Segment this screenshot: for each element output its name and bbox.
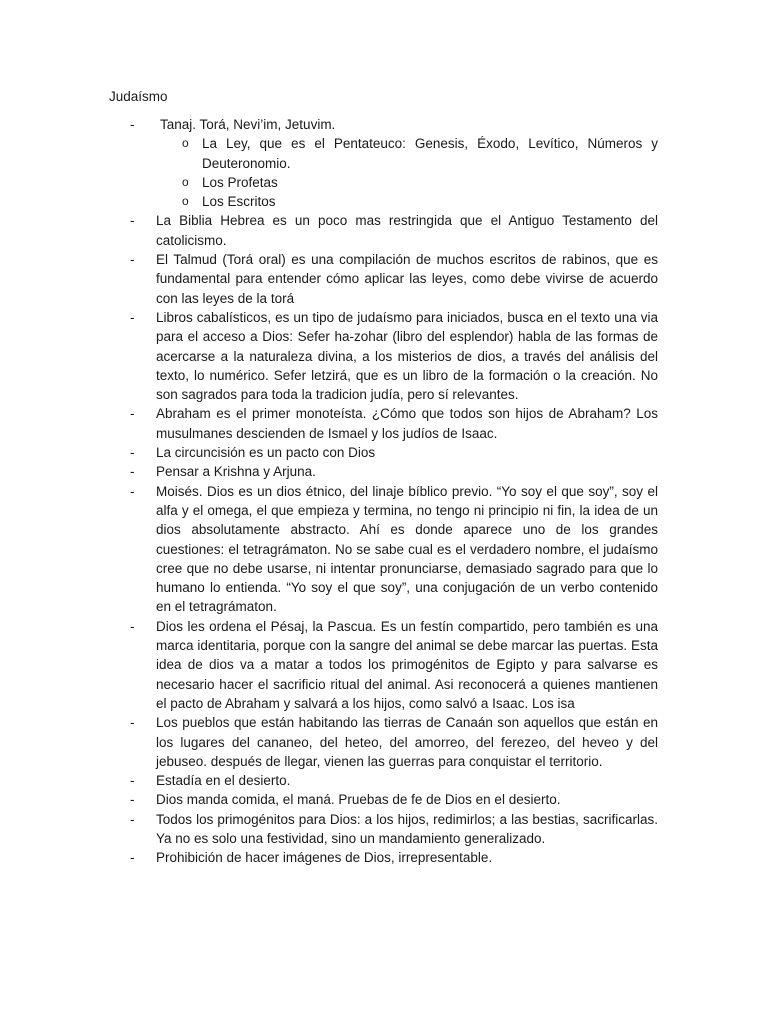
sublist-item-text: Los Escritos: [202, 194, 276, 210]
dash-marker: -: [130, 811, 135, 827]
list-item-text: Dios manda comida, el maná. Pruebas de fe de Dios en el desierto.: [156, 792, 561, 808]
sublist: [0, 134, 768, 211]
dash-marker: -: [130, 792, 135, 808]
dash-marker: -: [130, 445, 135, 461]
dash-marker: -: [130, 618, 135, 634]
dash-marker: -: [130, 850, 135, 866]
list-item-text: Abraham es el primer monoteísta. ¿Cómo que todos son hijos de Abraham? Los musulmanes descienden de Ismael y los judíos de Isaac.: [156, 406, 658, 441]
list-item: [0, 115, 768, 134]
dash-marker: -: [130, 483, 135, 499]
list-item-text: El Talmud (Torá oral) es una compilación de muchos escritos de rabinos, que es fundamental para entender cómo aplicar las leyes, como debe vivirse de acuerdo con las leyes de la torá: [156, 252, 658, 306]
dash-marker: -: [130, 213, 135, 229]
circle-bullet-marker: o: [182, 136, 189, 151]
dash-marker: -: [130, 773, 135, 789]
list-item: [0, 462, 768, 481]
list-item: [0, 848, 768, 867]
dash-marker: -: [130, 464, 135, 480]
outline-list: [0, 115, 768, 868]
list-item: [0, 617, 768, 713]
dash-marker: -: [130, 406, 135, 422]
list-item-text: La Biblia Hebrea es un poco mas restringida que el Antiguo Testamento del catolicismo.: [156, 213, 658, 248]
circle-bullet-marker: o: [182, 174, 189, 189]
list-item: [0, 308, 768, 404]
list-item-text: Estadía en el desierto.: [156, 773, 291, 789]
list-item-text: Tanaj. Torá, Nevi’im, Jetuvim.: [160, 117, 336, 132]
list-item-text: Pensar a Krishna y Arjuna.: [156, 464, 316, 480]
sublist-item: [0, 192, 768, 211]
document-title: Judaísmo: [109, 89, 168, 104]
sublist-item: [0, 173, 768, 192]
list-item: [0, 482, 768, 617]
sublist-item: [0, 134, 768, 173]
list-item-text: Libros cabalísticos, es un tipo de judaísmo para iniciados, busca en el texto una via para el acceso a Dios: Sefer ha-zohar (libro del esplendor) habla de las formas de acercarse a la naturaleza divina, a los misterios de dios, a través del análisis del texto, lo numérico. Sefer letzirá, que es un libro de la formación o la creación. No son sagrados para toda la tradicion judía, pero sí relevantes.: [156, 309, 658, 403]
list-item: [0, 810, 768, 849]
list-item: [0, 713, 768, 771]
dash-marker: -: [130, 117, 135, 132]
list-item-text: Prohibición de hacer imágenes de Dios, irrepresentable.: [156, 850, 493, 866]
list-item: [0, 771, 768, 790]
dash-marker: -: [130, 309, 135, 325]
circle-bullet-marker: o: [182, 194, 189, 209]
sublist-item-text: La Ley, que es el Pentateuco: Genesis, Éxodo, Levítico, Números y Deuteronomio.: [202, 136, 658, 171]
list-item: [0, 443, 768, 462]
list-item: [0, 250, 768, 308]
dash-marker: -: [130, 252, 135, 268]
dash-marker: -: [130, 715, 135, 731]
list-item: [0, 211, 768, 250]
list-item-text: Los pueblos que están habitando las tierras de Canaán son aquellos que están en los lugares del cananeo, del heteo, del amorreo, del ferezeo, del heveo y del jebuseo. después de llegar, vienen las guerras para conquistar el territorio.: [156, 715, 658, 769]
list-item-text: Moisés. Dios es un dios étnico, del linaje bíblico previo. “Yo soy el que soy”, soy el alfa y el omega, el que empieza y termina, no tengo ni principio ni fin, la idea de un dios absolutamente abstracto. Ahí es donde aparece uno de los grandes cuestiones: el tetragrámaton. No se sabe cual es el verdadero nombre, el judaísmo cree que no debe usarse, ni intentar pronunciarse, demasiado sagrado para que lo humano lo entienda. “Yo soy el que soy”, una conjugación de un verbo contenido en el tetragrámaton.: [156, 483, 658, 615]
list-item: [0, 404, 768, 443]
list-item-text: Dios les ordena el Pésaj, la Pascua. Es un festín compartido, pero también es una marca identitaria, porque con la sangre del animal se debe marcar las puertas. Esta idea de dios va a matar a todos los primogénitos de Egipto y para salvarse es necesario hacer el sacrificio ritual del animal. Asi reconocerá a quienes mantienen el pacto de Abraham y salvará a los hijos, como salvó a Isaac. Los isa: [156, 618, 658, 711]
list-item: [0, 790, 768, 809]
list-item-text: La circuncisión es un pacto con Dios: [156, 445, 376, 461]
sublist-container: [0, 134, 768, 211]
list-item-text: Todos los primogénitos para Dios: a los hijos, redimirlos; a las bestias, sacrificarlas. Ya no es solo una festividad, sino un mandamiento generalizado.: [156, 811, 658, 846]
sublist-item-text: Los Profetas: [202, 174, 278, 190]
